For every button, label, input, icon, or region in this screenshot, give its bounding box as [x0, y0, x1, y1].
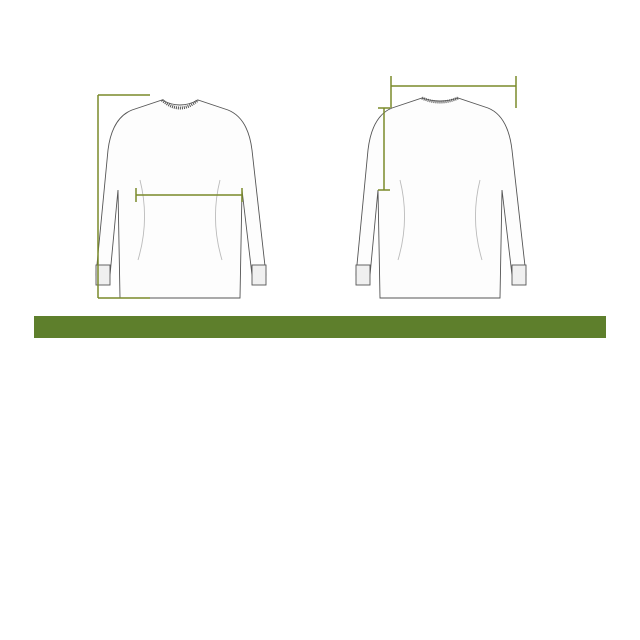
- front-shirt-icon: [96, 100, 266, 298]
- back-shirt-icon: [356, 98, 526, 298]
- table-header-band: [34, 316, 606, 338]
- shirt-illustration: [80, 60, 560, 310]
